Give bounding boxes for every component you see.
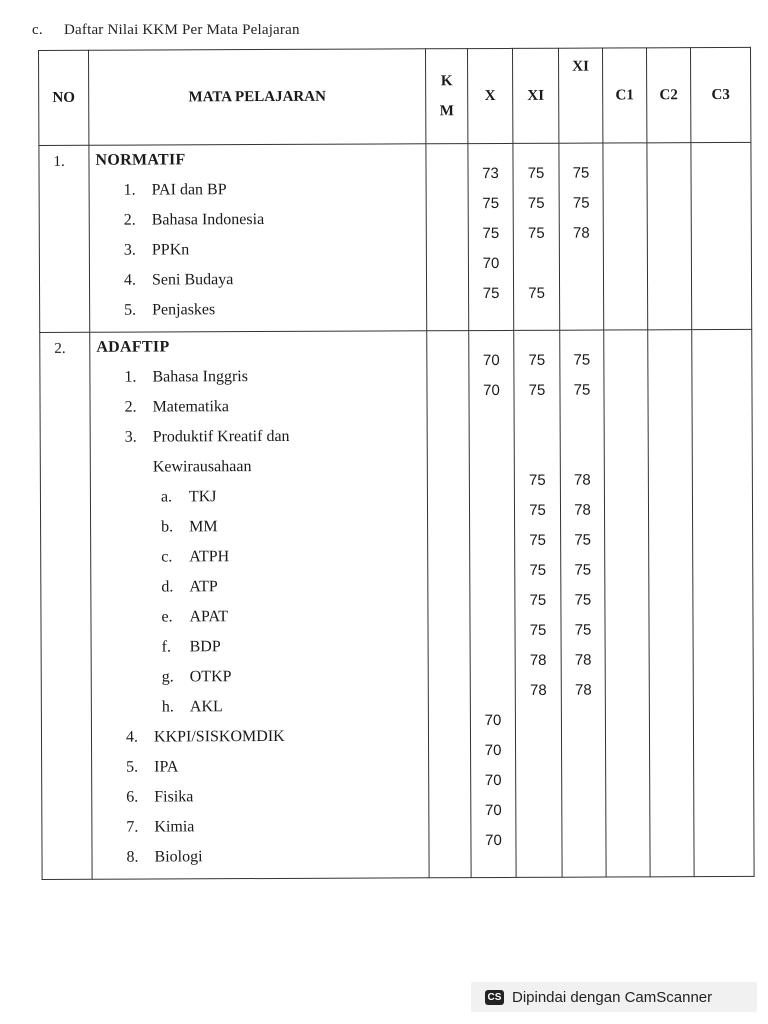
group-row <box>40 329 754 879</box>
kkm-value-x: 70 <box>484 711 502 730</box>
kkm-value-xi-2: 75 <box>573 381 591 399</box>
kkm-value-xi-2 <box>561 406 604 436</box>
subject-line <box>91 511 427 542</box>
kkm-value-xi <box>516 736 561 766</box>
c2-cell <box>647 143 692 330</box>
subject-name: Biologi <box>154 848 203 866</box>
kkm-value-x: 75 <box>482 194 500 213</box>
kkm-value-xi: 75 <box>529 561 547 579</box>
kkm-value-xi: 75 <box>528 381 546 399</box>
kkm-value-x: 70 <box>484 771 502 790</box>
item-number: c. <box>161 548 173 566</box>
header-xi: XI <box>512 48 558 143</box>
camscanner-watermark <box>471 982 757 1012</box>
kkm-value-xi <box>515 406 560 436</box>
spacer <box>513 144 558 159</box>
kkm-value-xi-2: 75 <box>572 194 590 212</box>
subject-line <box>90 361 426 392</box>
kkm-value-x <box>470 496 514 526</box>
subject-name: Seni Budaya <box>151 271 234 289</box>
subject-line <box>92 631 428 662</box>
subject-name: Penjaskes <box>152 301 216 319</box>
subject-name: Bahasa Indonesia <box>151 211 265 229</box>
item-number: f. <box>161 638 171 656</box>
kkm-value-xi-2: 78 <box>574 651 592 669</box>
item-number: h. <box>161 698 174 716</box>
subject-cell <box>89 144 427 332</box>
subject-name: Produktif Kreatif dan <box>152 427 290 446</box>
group-number: 1. <box>53 153 65 170</box>
item-number: 2. <box>124 398 137 416</box>
xi-2-cell <box>560 330 606 877</box>
item-number: 3. <box>124 428 137 446</box>
header-km <box>425 49 467 144</box>
kkm-table <box>38 47 755 880</box>
kkm-value-xi: 75 <box>527 224 545 242</box>
subject-line <box>91 541 427 572</box>
item-number: 6. <box>126 788 139 806</box>
subject-line <box>92 721 428 752</box>
kkm-value-xi <box>516 826 561 856</box>
header-km-line1: K <box>440 73 453 90</box>
kkm-value-x <box>471 646 515 676</box>
category-label: NORMATIF <box>95 151 186 169</box>
kkm-value-xi <box>516 766 561 796</box>
subject-line <box>90 294 426 325</box>
x-cell <box>468 143 514 330</box>
c1-cell <box>604 330 650 877</box>
kkm-value-x <box>470 526 514 556</box>
subject-name: PAI dan BP <box>151 181 227 199</box>
kkm-value-xi: 75 <box>529 621 547 639</box>
subject-name: ATP <box>189 578 218 596</box>
kkm-value-x <box>470 406 514 436</box>
kkm-value-xi-2 <box>562 796 605 826</box>
c2-cell <box>648 330 694 877</box>
item-number: 1. <box>124 368 137 386</box>
header-x: X <box>467 48 512 143</box>
subject-name: Kimia <box>154 818 195 836</box>
header-c2: C2 <box>646 48 690 143</box>
kkm-value-xi-2 <box>562 826 605 856</box>
subject-line <box>92 841 428 872</box>
subject-line <box>90 234 426 265</box>
page-title <box>32 22 300 39</box>
spacer <box>559 144 602 159</box>
kkm-value-xi-2 <box>562 706 605 736</box>
header-no: NO <box>39 50 89 145</box>
group-row <box>39 142 752 332</box>
x-cell <box>469 330 516 877</box>
kkm-value-x: 70 <box>484 801 502 820</box>
subject-name: Kewirausahaan <box>152 458 252 476</box>
kkm-value-x <box>470 466 514 496</box>
kkm-value-xi: 75 <box>528 351 546 369</box>
subject-line <box>90 264 426 295</box>
subject-name: BDP <box>189 638 221 656</box>
subject-name: ATPH <box>189 548 230 566</box>
header-row <box>39 47 751 145</box>
item-number: 8. <box>126 848 139 866</box>
c3-cell <box>692 329 754 876</box>
subject-line <box>91 601 427 632</box>
header-c1: C1 <box>602 48 646 143</box>
item-number: 4. <box>123 271 137 289</box>
xi-2-cell <box>559 143 604 330</box>
spacer <box>469 331 513 346</box>
header-c3: C3 <box>690 47 750 142</box>
km-cell <box>426 144 469 331</box>
camscanner-text: Dipindai dengan CamScanner <box>512 988 713 1006</box>
subject-line <box>91 571 427 602</box>
kkm-value-xi-2 <box>560 279 603 309</box>
subject-name: OTKP <box>189 668 232 686</box>
spacer <box>514 331 559 346</box>
c1-cell <box>603 143 648 330</box>
item-number: 3. <box>123 241 136 259</box>
subject-name: APAT <box>189 608 229 626</box>
spacer <box>560 331 603 346</box>
kkm-value-xi <box>515 436 560 466</box>
kkm-value-x: 75 <box>482 284 500 303</box>
kkm-value-xi-2 <box>560 249 603 279</box>
subject-name: KKPI/SISKOMDIK <box>153 727 285 746</box>
subject-cell <box>90 331 429 879</box>
category-label: ADAFTIP <box>96 338 170 356</box>
item-number: 5. <box>124 301 137 319</box>
item-number: 2. <box>123 211 136 229</box>
subject-name: IPA <box>154 758 179 776</box>
group-number: 2. <box>54 340 66 357</box>
subject-line <box>91 451 427 482</box>
kkm-value-xi: 78 <box>529 651 547 669</box>
kkm-value-xi-2: 78 <box>574 471 591 489</box>
item-number: g. <box>161 668 174 686</box>
kkm-value-xi-2 <box>561 436 604 466</box>
camscanner-logo-icon: CS <box>485 990 504 1005</box>
subject-line <box>90 391 426 422</box>
kkm-value-xi-2: 78 <box>572 224 590 242</box>
subject-name: Fisika <box>154 788 194 806</box>
kkm-value-xi: 75 <box>528 284 545 302</box>
kkm-value-xi-2: 75 <box>572 164 590 182</box>
kkm-value-xi-2: 75 <box>573 351 591 369</box>
kkm-value-xi <box>514 249 559 279</box>
item-number: 5. <box>126 758 139 776</box>
group-number-cell <box>39 145 90 332</box>
subject-line <box>91 481 427 512</box>
kkm-value-x: 75 <box>482 224 500 243</box>
subject-name: PPKn <box>151 241 190 259</box>
kkm-value-x: 70 <box>482 351 500 370</box>
kkm-value-x <box>470 586 514 616</box>
kkm-value-x <box>471 676 515 706</box>
kkm-value-x: 70 <box>483 381 500 400</box>
kkm-value-xi: 78 <box>529 681 547 699</box>
subject-line <box>90 204 426 235</box>
kkm-value-xi-2: 75 <box>574 621 592 639</box>
kkm-value-x: 70 <box>482 254 500 273</box>
kkm-value-x: 70 <box>485 831 502 850</box>
title-prefix: c. <box>32 22 43 38</box>
kkm-value-xi-2: 75 <box>574 561 592 579</box>
subject-line <box>92 661 428 692</box>
subject-line <box>92 751 428 782</box>
subject-name: AKL <box>189 698 223 716</box>
kkm-value-xi-2: 75 <box>574 531 592 549</box>
header-subject: MATA PELAJARAN <box>89 49 426 145</box>
kkm-value-xi: 75 <box>529 471 546 489</box>
kkm-value-xi-2: 78 <box>574 681 592 699</box>
item-number: 1. <box>123 181 136 199</box>
header-xi-2: XI <box>558 48 602 143</box>
kkm-value-x: 73 <box>482 164 499 183</box>
subject-line <box>92 811 428 842</box>
kkm-value-xi: 75 <box>527 164 545 182</box>
xi-cell <box>514 330 562 877</box>
kkm-value-xi: 75 <box>527 194 545 212</box>
kkm-value-xi-2 <box>562 736 605 766</box>
c3-cell <box>691 142 752 329</box>
kkm-value-xi <box>516 706 561 736</box>
kkm-value-xi-2: 75 <box>574 591 592 609</box>
kkm-value-x: 70 <box>484 741 502 760</box>
subject-name: MM <box>189 518 218 536</box>
title-text: Daftar Nilai KKM Per Mata Pelajaran <box>64 22 300 38</box>
xi-cell <box>513 143 560 330</box>
spacer <box>468 144 512 159</box>
header-km-line2: M <box>439 103 454 120</box>
subject-line <box>90 174 426 205</box>
item-number: d. <box>161 578 174 596</box>
kkm-value-xi: 75 <box>529 591 547 609</box>
subject-name: Matematika <box>152 398 230 416</box>
group-number-cell <box>40 332 92 879</box>
kkm-value-xi: 75 <box>529 531 547 549</box>
item-number: a. <box>160 488 173 506</box>
item-number: b. <box>161 518 174 536</box>
subject-line <box>92 781 428 812</box>
subject-line <box>92 691 428 722</box>
item-number: 7. <box>126 818 139 836</box>
kkm-value-xi: 75 <box>529 501 546 519</box>
km-cell <box>427 331 471 878</box>
subject-name: Bahasa Inggris <box>152 368 248 386</box>
kkm-value-xi-2 <box>562 766 605 796</box>
item-number: e. <box>161 608 173 626</box>
item-number: 4. <box>125 728 139 746</box>
subject-line <box>91 421 427 452</box>
subject-name: TKJ <box>188 488 217 506</box>
kkm-value-x <box>470 436 514 466</box>
kkm-value-xi <box>516 796 561 826</box>
kkm-value-x <box>470 556 514 586</box>
kkm-value-x <box>470 616 514 646</box>
kkm-value-xi-2: 78 <box>574 501 591 519</box>
